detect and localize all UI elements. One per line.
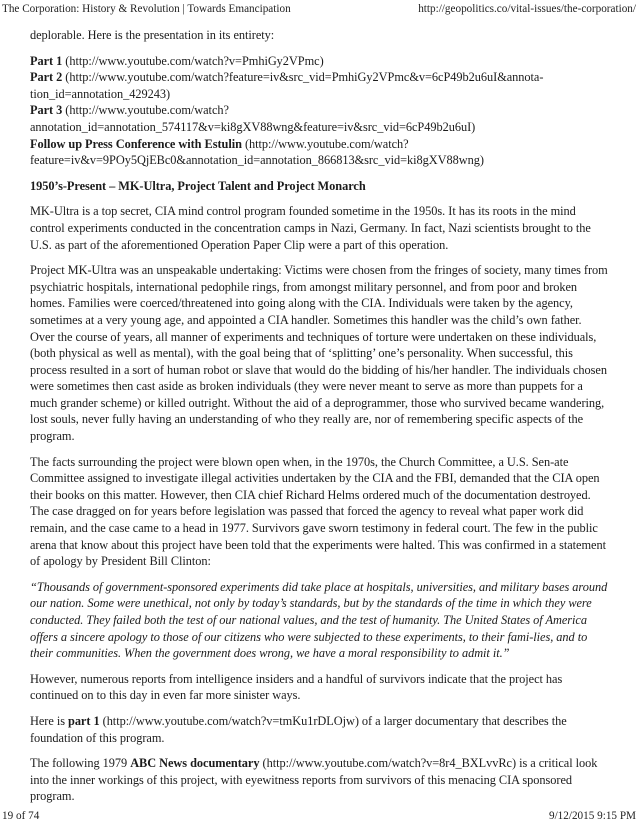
abc-documentary-link[interactable]: ABC News documentary (http://www.youtube.com/watch?v=8r4_BXLvvRc) is a critical look into the inner workings of this project, with eyewitness reports from survivors of this menacing CIA sponsored program.: [30, 756, 598, 804]
paragraph-1: MK-Ultra is a top secret, CIA mind control program founded sometime in the 1950s. It has its roots in the mind control experiments conducted in the concentration camps in Nazi, Germany. In fact, Nazi scientists brought to the U.S. as part of the aforementioned Operation Paper Clip were a part of this operation.: [30, 204, 591, 252]
video-links: [30, 53, 608, 169]
paragraph-2: Project MK-Ultra was an unspeakable undertaking: Victims were chosen from the fringes of society, many times from psychiatric hospitals, international pedophile rings, from amongst military personnel, and from poor and broken homes. Families were coerced/threatened into going along with the CIA. Individuals were taken by the agency, sometimes at a very young age, and appointed a CIA handler. Sometimes this handler was the child’s own father. Over the course of years, all manner of experiments and techniques of torture were undertaken on these individuals, (both physical as well as mental), with the goal being that of ‘splitting’ one’s personality. When successful, this process resulted in a sort of human robot or slave that would do the bidding of his/her handler. The individuals chosen were sometimes then cast aside as broken individuals (they were never meant to serve as more than puppets for a much grander scheme) or killed outright. Without the aid of a deprogrammer, those who survived became wandering, lost souls, never fully having an understanding of who they really are, nor of remembering specific aspects of the program.: [30, 263, 608, 444]
article-body: [30, 27, 608, 814]
part1-link[interactable]: Part 1 (http://www.youtube.com/watch?v=PmhiGy2VPmc): [30, 53, 324, 68]
print-footer: [2, 810, 636, 824]
section-heading: 1950’s-Present – MK-Ultra, Project Talent and Project Monarch: [30, 178, 366, 193]
intro-text: deplorable. Here is the presentation in its entirety:: [30, 28, 275, 42]
followup-link[interactable]: Follow up Press Conference with Estulin (http://www.youtube.com/watch?feature=iv&v=9POy5QjEBc0&annotation_id=annotation_866813&src_vid=ki8gXV88wng): [30, 136, 484, 168]
print-header: [2, 3, 636, 17]
page-title: The Corporation: History & Revolution | Towards Emancipation: [2, 3, 291, 15]
paragraph-6: The following 1979 ABC News documentary (http://www.youtube.com/watch?v=8r4_BXLvvRc) is a critical look into the inner workings of this project, with eyewitness reports from survivors of this menacing CIA sponsored program.: [30, 756, 598, 804]
documentary-part1-link[interactable]: part 1 (http://www.youtube.com/watch?v=tmKu1rDLOjw) of a larger documentary that describes the foundation of this program.: [30, 713, 567, 745]
paragraph-3: The facts surrounding the project were blown open when, in the 1970s, the Church Committee, a U.S. Sen-ate Committee assigned to investigate illegal activities undertaken by the CIA and the FBI, demanded that the CIA open their books on this matter. However, then CIA chief Richard Helms ordered much of the documentation destroyed. The case dragged on for years before legislation was passed that forced the agency to reveal what paper work did remain, and the case came to a head in 1977. Survivors gave sworn testimony in federal court. The few in the public arena that know about this project have been told that the experiments were halted. This was confirmed in a statement of apology by President Bill Clinton:: [30, 454, 606, 569]
paragraph-4: However, numerous reports from intelligence insiders and a handful of survivors indicate that the project has continued on to this day in even far more sinister ways.: [30, 671, 563, 703]
part3-link[interactable]: Part 3 (http://www.youtube.com/watch?annotation_id=annotation_574117&v=ki8gXV88wng&feature=iv&src_vid=6cP49b2u6uI): [30, 103, 476, 134]
paragraph-5: Here is part 1 (http://www.youtube.com/watch?v=tmKu1rDLOjw) of a larger documentary that describes the foundation of this program.: [30, 713, 567, 745]
clinton-quote: “Thousands of government-sponsored experiments did take place at hospitals, universities, and military bases around our nation. Some were unethical, not only by today’s standards, but by the standards of the time in which they were conducted. They failed both the test of our national values, and the test of humanity. The United States of America offers a sincere apology to those of our citizens who were subjected to these experiments, to their fami-lies, and to their communities. When the government does wrong, we have a moral responsibility to admit it.”: [30, 579, 608, 661]
page-number: 19 of 74: [2, 810, 40, 822]
page-url[interactable]: http://geopolitics.co/vital-issues/the-corporation/: [418, 3, 636, 15]
print-datetime: 9/12/2015 9:15 PM: [548, 810, 636, 822]
part2-link[interactable]: Part 2 (http://www.youtube.com/watch?feature=iv&src_vid=PmhiGy2VPmc&v=6cP49b2u6uI&annota-tion_id=annotation_429243): [30, 70, 544, 101]
